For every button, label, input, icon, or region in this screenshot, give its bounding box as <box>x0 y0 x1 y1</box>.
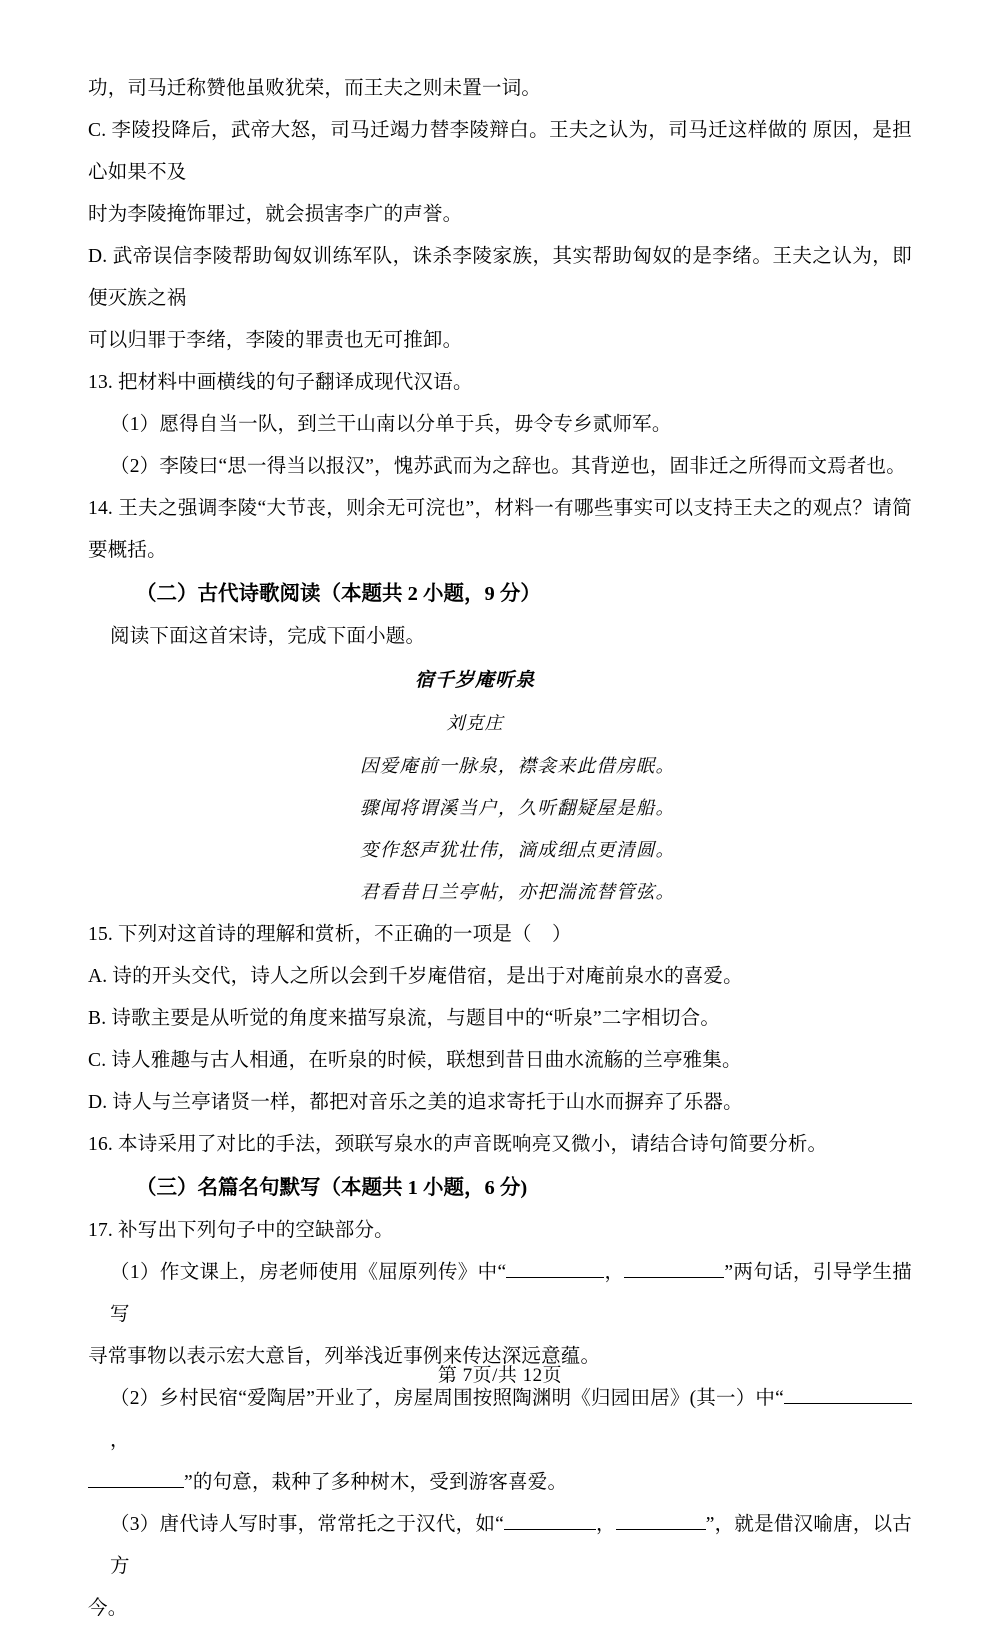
option-c-line-1: C. 李陵投降后，武帝大怒，司马迁竭力替李陵辩白。王夫之认为，司马迁这样做的 原因，是担心如果不及 <box>88 120 912 183</box>
question-15-option-c: C. 诗人雅趣与古人相通，在听泉的时候，联想到昔日曲水流觞的兰亭雅集。 <box>88 1050 742 1071</box>
answer-blank[interactable] <box>504 1512 596 1530</box>
q17-item2-pre: （2）乡村民宿“爱陶居”开业了，房屋周围按照陶渊明《归园田居》(其一）中“ <box>110 1388 784 1409</box>
q17-item2-post: ”的句意，栽种了多种树木，受到游客喜爱。 <box>184 1472 568 1493</box>
section-heading-poetry: （二）古代诗歌阅读（本题共 2 小题，9 分） <box>136 583 541 605</box>
section-heading-recitation: （三）名篇名句默写（本题共 1 小题，6 分) <box>136 1177 528 1199</box>
poem-block <box>88 658 912 914</box>
question-13-stem: 13. 把材料中画横线的句子翻译成现代汉语。 <box>88 372 473 393</box>
q17-item3-pre: （3）唐代诗人写时事，常常托之于汉代，如“ <box>110 1514 504 1535</box>
answer-blank[interactable] <box>624 1260 724 1278</box>
option-c-line-2: 时为李陵掩饰罪过，就会损害李广的声誉。 <box>88 204 463 225</box>
poetry-instruction: 阅读下面这首宋诗，完成下面小题。 <box>110 626 426 647</box>
answer-blank[interactable] <box>88 1470 184 1488</box>
poem-line: 君看昔日兰亭帖，亦把湍流替管弦。 <box>360 882 676 903</box>
question-17-item-1-line-1 <box>88 1252 912 1336</box>
option-a-tail-line: 功，司马迁称赞他虽败犹荣，而王夫之则未置一词。 <box>88 78 542 99</box>
poem-line: 变作怒声犹壮伟，滴成细点更清圆。 <box>360 840 676 861</box>
question-17-item-2-line-1 <box>88 1378 912 1462</box>
poem-title: 宿千岁庵听泉 <box>414 669 535 691</box>
question-13-item-1: （1）愿得自当一队，到兰干山南以分单于兵，毋令专乡贰师军。 <box>110 414 672 435</box>
question-14-stem: 14. 王夫之强调李陵“大节丧，则余无可浣也”，材料一有哪些事实可以支持王夫之的观点？请简要概括。 <box>88 498 912 561</box>
page-body <box>88 68 912 1630</box>
poem-line: 因爱庵前一脉泉，襟衾来此借房眠。 <box>360 756 676 777</box>
q17-item3-post: ”，就是借汉喻唐，以古方 <box>110 1514 913 1577</box>
answer-blank[interactable] <box>506 1260 604 1278</box>
page-footer: 第 7页/共 12页 <box>437 1365 563 1386</box>
answer-blank[interactable] <box>784 1386 912 1404</box>
question-15-stem: 15. 下列对这首诗的理解和赏析，不正确的一项是（ ） <box>88 924 572 945</box>
option-d-line-2: 可以归罪于李绪，李陵的罪责也无可推卸。 <box>88 330 463 351</box>
question-17-stem: 17. 补写出下列句子中的空缺部分。 <box>88 1220 394 1241</box>
question-17-item-3-line-1 <box>88 1504 912 1588</box>
question-17-item-1-line-2: 寻常事物以表示宏大意旨，列举浅近事例来传达深远意蕴。 <box>88 1346 601 1367</box>
poem-author: 刘克庄 <box>446 713 504 734</box>
question-17-item-2-line-2 <box>88 1462 912 1504</box>
poem-line: 骤闻将谓溪当户，久听翻疑屋是船。 <box>360 798 676 819</box>
q17-item1-mid: ， <box>604 1262 625 1283</box>
question-16-stem: 16. 本诗采用了对比的手法，颈联写泉水的声音既响亮又微小，请结合诗句简要分析。 <box>88 1134 828 1155</box>
q17-item2-mid: ， <box>110 1430 130 1451</box>
answer-blank[interactable] <box>616 1512 706 1530</box>
question-15-option-a: A. 诗的开头交代，诗人之所以会到千岁庵借宿，是出于对庵前泉水的喜爱。 <box>88 966 743 987</box>
q17-item3-mid: ， <box>595 1514 616 1535</box>
q17-item1-post: ”两句话，引导学生描写 <box>110 1262 913 1325</box>
question-15-option-b: B. 诗歌主要是从听觉的角度来描写泉流，与题目中的“听泉”二字相切合。 <box>88 1008 721 1029</box>
option-d-line-1: D. 武帝误信李陵帮助匈奴训练军队，诛杀李陵家族，其实帮助匈奴的是李绪。王夫之认为，即便灭族之祸 <box>88 246 912 309</box>
q17-item1-pre: （1）作文课上，房老师使用《屈原列传》中“ <box>110 1262 507 1283</box>
question-17-item-3-line-2: 今。 <box>88 1598 128 1619</box>
question-15-option-d: D. 诗人与兰亭诸贤一样，都把对音乐之美的追求寄托于山水而摒弃了乐器。 <box>88 1092 743 1113</box>
question-13-item-2: （2）李陵曰“思一得当以报汉”，愧苏武而为之辞也。其背逆也，固非迁之所得而文焉者也。 <box>110 456 906 477</box>
